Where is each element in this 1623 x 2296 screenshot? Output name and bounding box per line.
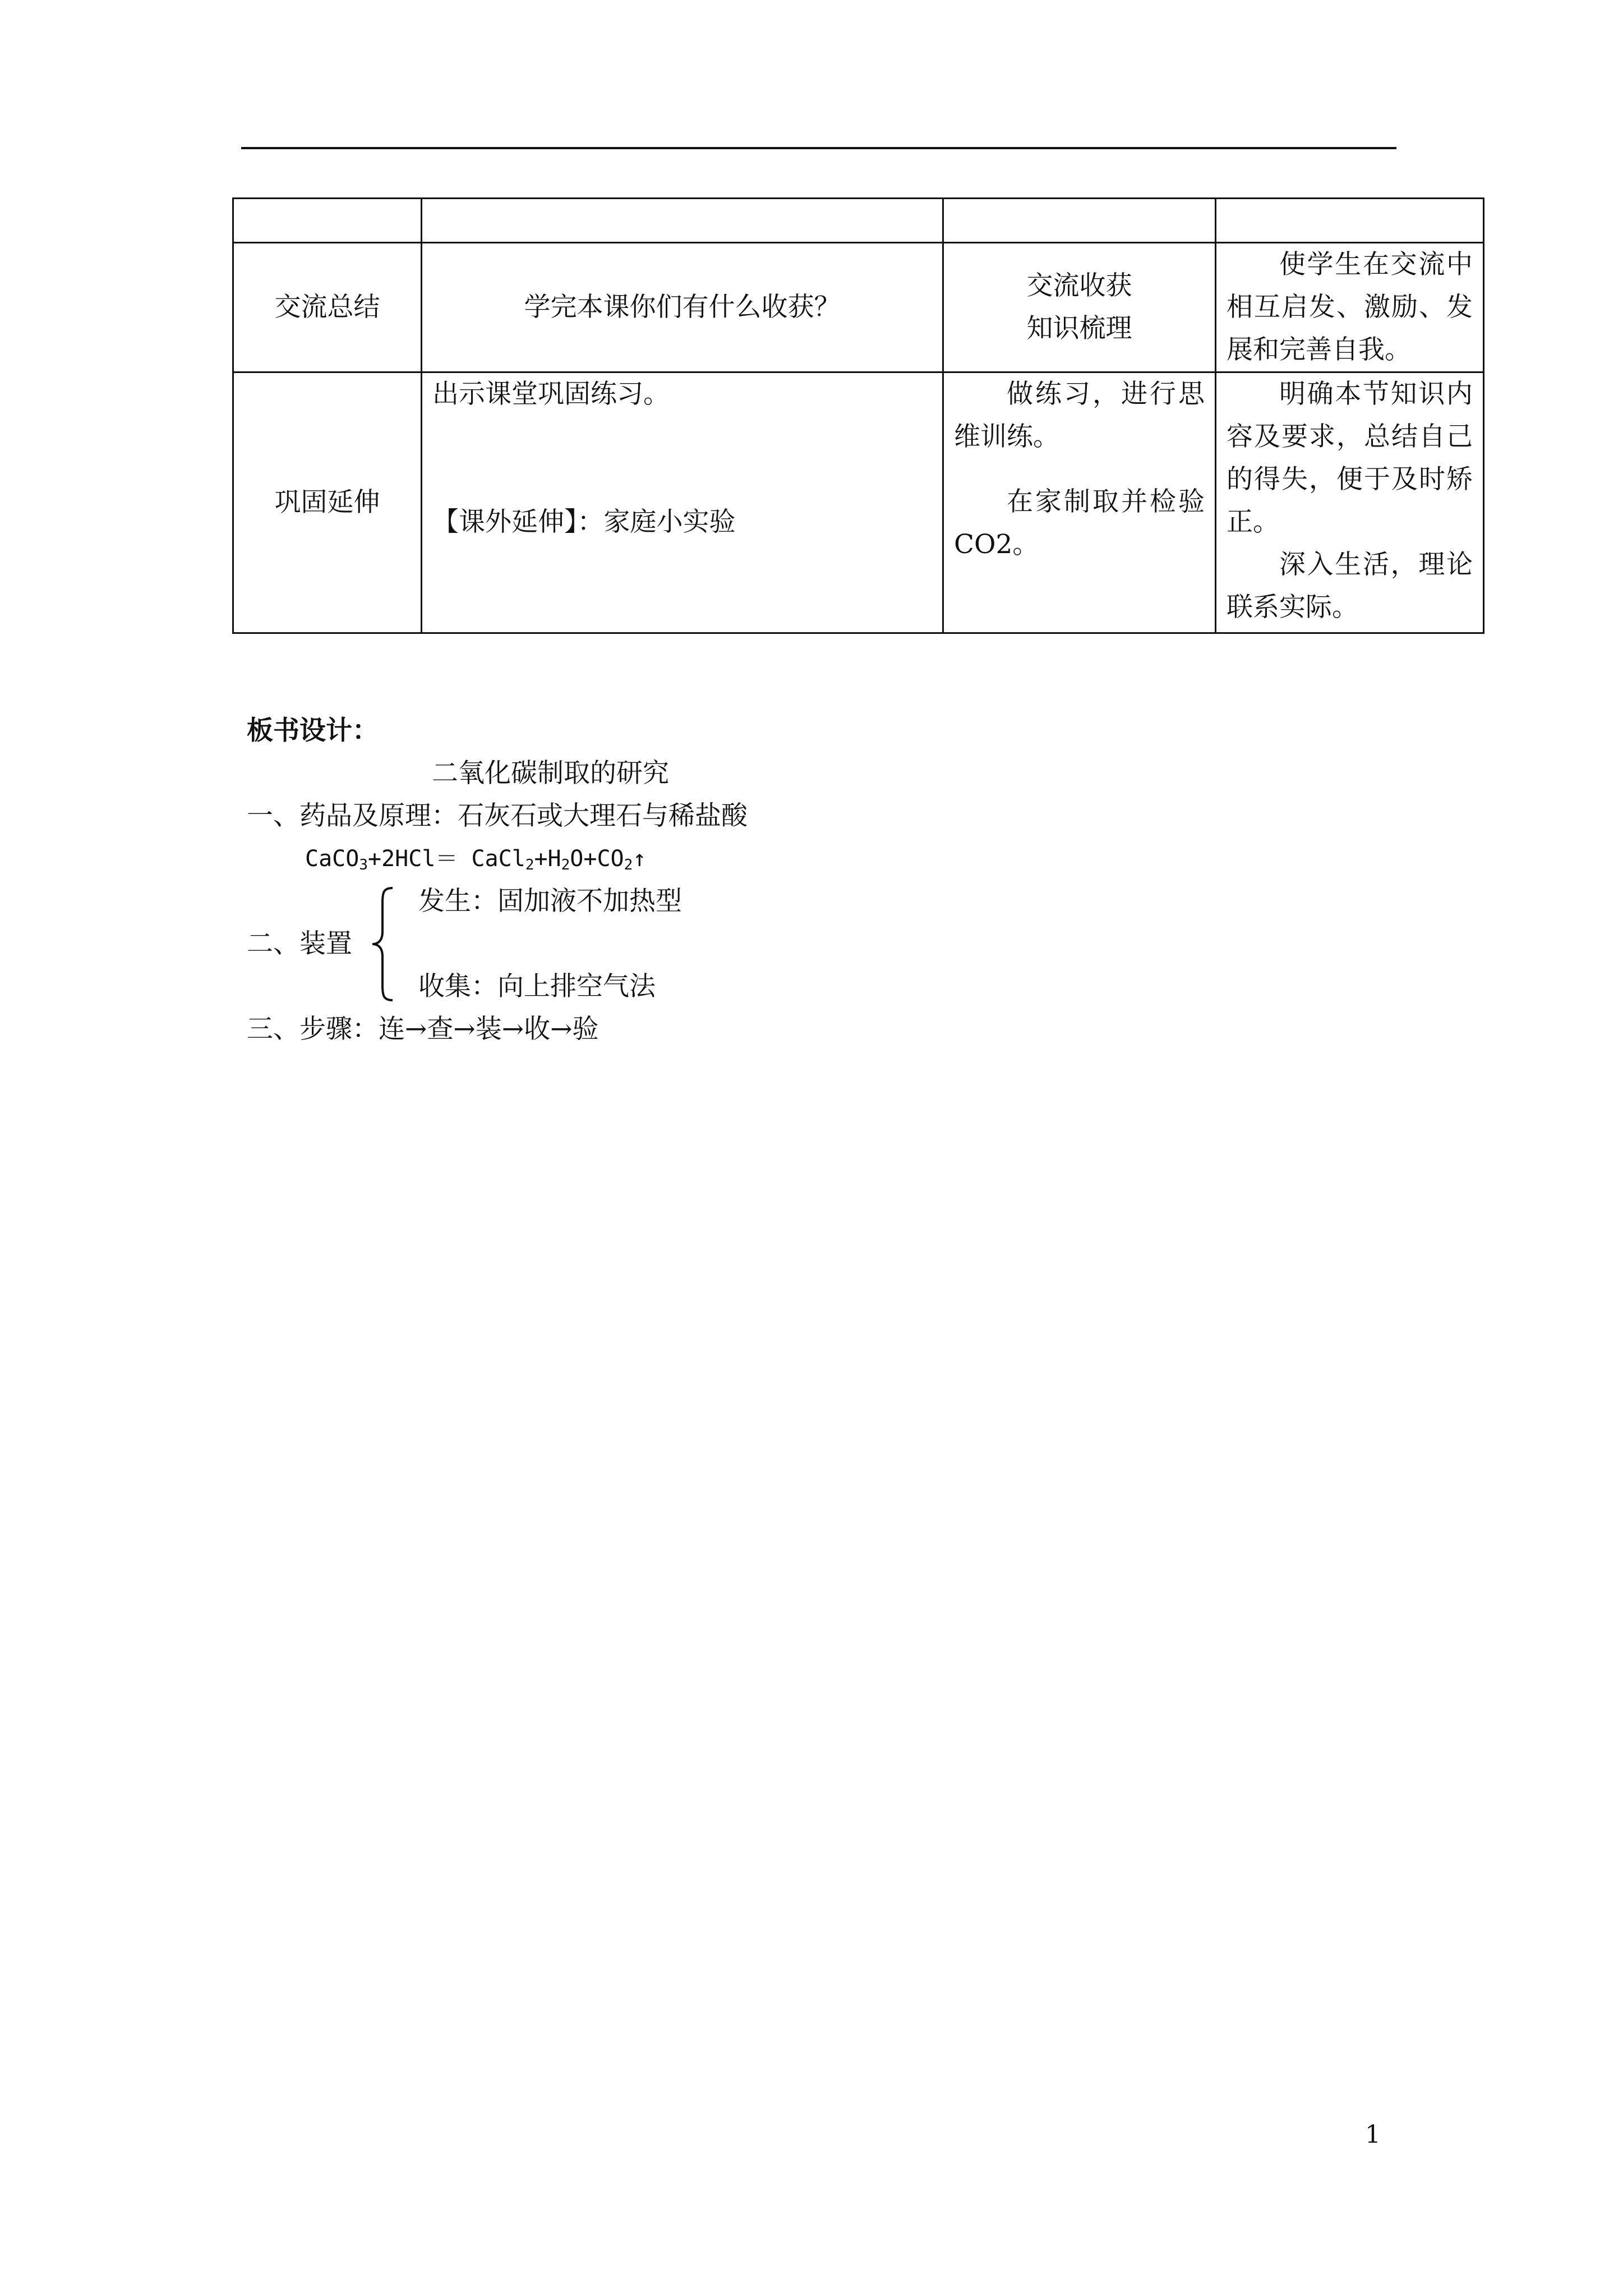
student-activity-consolidate <box>943 372 1216 633</box>
table-row-summary <box>233 243 1484 372</box>
apparatus-label: 二、装置 <box>247 928 352 959</box>
lesson-table <box>232 197 1484 634</box>
teacher-activity-line: 【课外延伸】：家庭小实验 <box>432 507 736 537</box>
equation-part: +2HCl＝ CaCl <box>367 846 525 872</box>
table-cell <box>422 199 943 243</box>
curly-brace-icon <box>370 886 395 1002</box>
table-row-empty <box>233 199 1484 243</box>
board-item-apparatus <box>247 880 1088 1008</box>
equation-part: CaCO <box>305 846 359 872</box>
design-intent-consolidate <box>1216 372 1484 633</box>
equation-part: ↑ <box>633 846 647 872</box>
design-intent-para: 明确本节知识内容及要求，总结自己的得失，便于及时矫正。 <box>1227 379 1473 537</box>
design-intent-summary: 使学生在交流中相互启发、激励、发展和完善自我。 <box>1216 243 1484 372</box>
stage-cell-consolidate: 巩固延伸 <box>233 372 422 633</box>
chemical-equation <box>247 838 1088 880</box>
equation-subscript: 2 <box>561 857 570 873</box>
stage-cell-summary: 交流总结 <box>233 243 422 372</box>
board-item-reagents: 一、药品及原理：石灰石或大理石与稀盐酸 <box>247 800 748 831</box>
teacher-activity-line: 出示课堂巩固练习。 <box>432 379 670 409</box>
student-activity-summary <box>943 243 1216 372</box>
equation-subscript: 2 <box>525 857 534 873</box>
student-activity-line: 知识梳理 <box>1026 313 1132 344</box>
student-activity-para: 做练习，进行思维训练。 <box>954 379 1205 452</box>
table-row-consolidate <box>233 372 1484 633</box>
table-cell <box>943 199 1216 243</box>
apparatus-generation: 发生：固加液不加热型 <box>418 886 682 917</box>
apparatus-collection: 收集：向上排空气法 <box>418 971 656 1002</box>
student-activity-line: 交流收获 <box>1026 270 1132 301</box>
board-heading: 板书设计： <box>247 715 379 746</box>
table-cell <box>1216 199 1484 243</box>
equation-part: +H <box>534 846 561 872</box>
equation-subscript: 2 <box>624 857 633 873</box>
equation-part: O+CO <box>570 846 624 872</box>
teacher-activity-summary: 学完本课你们有什么收获？ <box>422 243 943 372</box>
blackboard-design <box>247 710 1088 1051</box>
student-activity-para: 在家制取并检验CO2。 <box>954 486 1205 560</box>
page-number: 1 <box>1365 2120 1381 2149</box>
table-cell <box>233 199 422 243</box>
board-item-steps: 三、步骤：连→查→装→收→验 <box>247 1014 599 1045</box>
equation-subscript: 3 <box>359 857 368 873</box>
header-rule <box>241 147 1396 149</box>
board-subtitle: 二氧化碳制取的研究 <box>432 758 669 789</box>
teacher-activity-consolidate <box>422 372 943 633</box>
design-intent-para: 深入生活，理论联系实际。 <box>1227 549 1473 623</box>
